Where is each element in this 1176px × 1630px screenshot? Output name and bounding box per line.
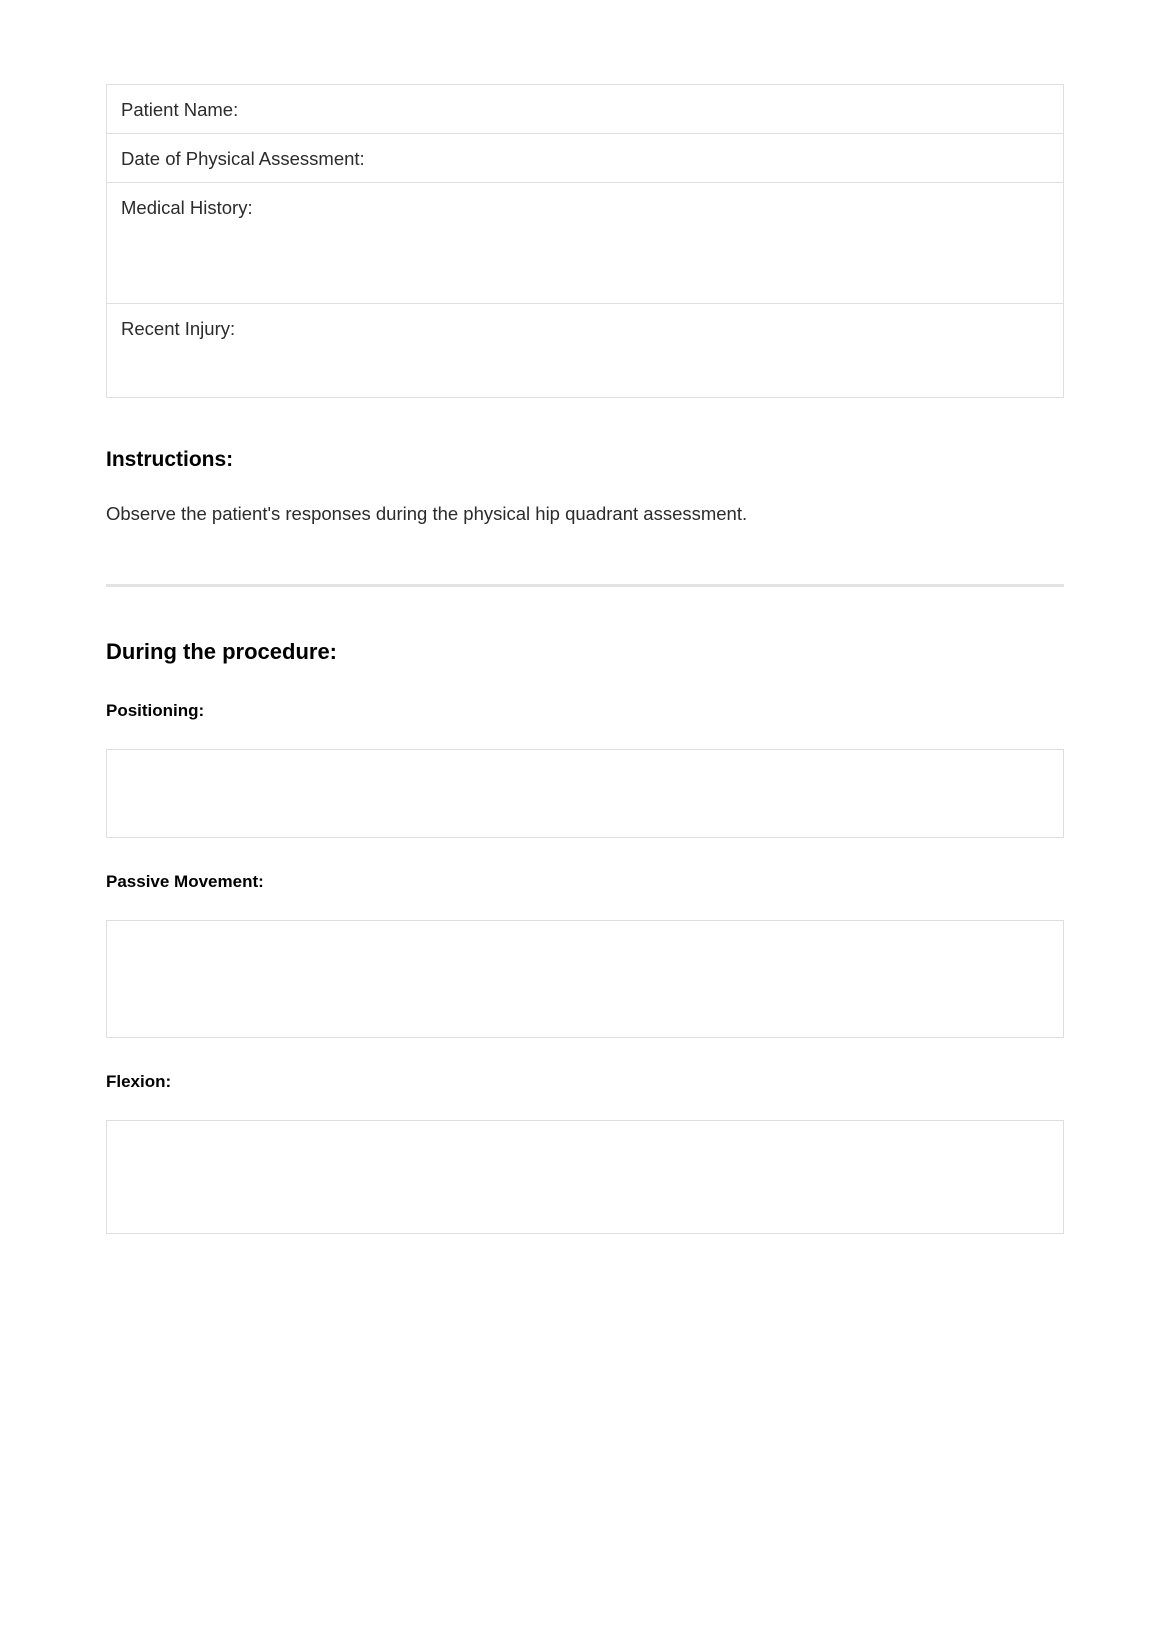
patient-name-label: Patient Name:	[121, 99, 239, 120]
table-row[interactable]	[107, 85, 1064, 134]
recent-injury-cell[interactable]	[107, 304, 1064, 398]
medical-history-cell[interactable]	[107, 183, 1064, 304]
table-row[interactable]	[107, 183, 1064, 304]
instructions-text: Observe the patient's responses during the physical hip quadrant assessment.	[106, 503, 748, 525]
recent-injury-label: Recent Injury:	[121, 318, 236, 339]
passive-movement-label: Passive Movement:	[106, 871, 264, 891]
flexion-label: Flexion:	[106, 1071, 172, 1091]
assessment-date-label: Date of Physical Assessment:	[121, 148, 365, 169]
medical-history-label: Medical History:	[121, 197, 253, 218]
instructions-heading: Instructions:	[106, 448, 234, 471]
procedure-heading: During the procedure:	[106, 639, 338, 665]
positioning-label: Positioning:	[106, 700, 205, 720]
patient-info-table	[106, 84, 1064, 398]
document-content	[106, 0, 1064, 1234]
assessment-date-cell[interactable]	[107, 134, 1064, 183]
table-row[interactable]	[107, 134, 1064, 183]
flexion-input[interactable]	[106, 1120, 1064, 1234]
table-row[interactable]	[107, 304, 1064, 398]
positioning-input[interactable]	[106, 749, 1064, 838]
passive-movement-input[interactable]	[106, 920, 1064, 1038]
patient-name-cell[interactable]	[107, 85, 1064, 134]
